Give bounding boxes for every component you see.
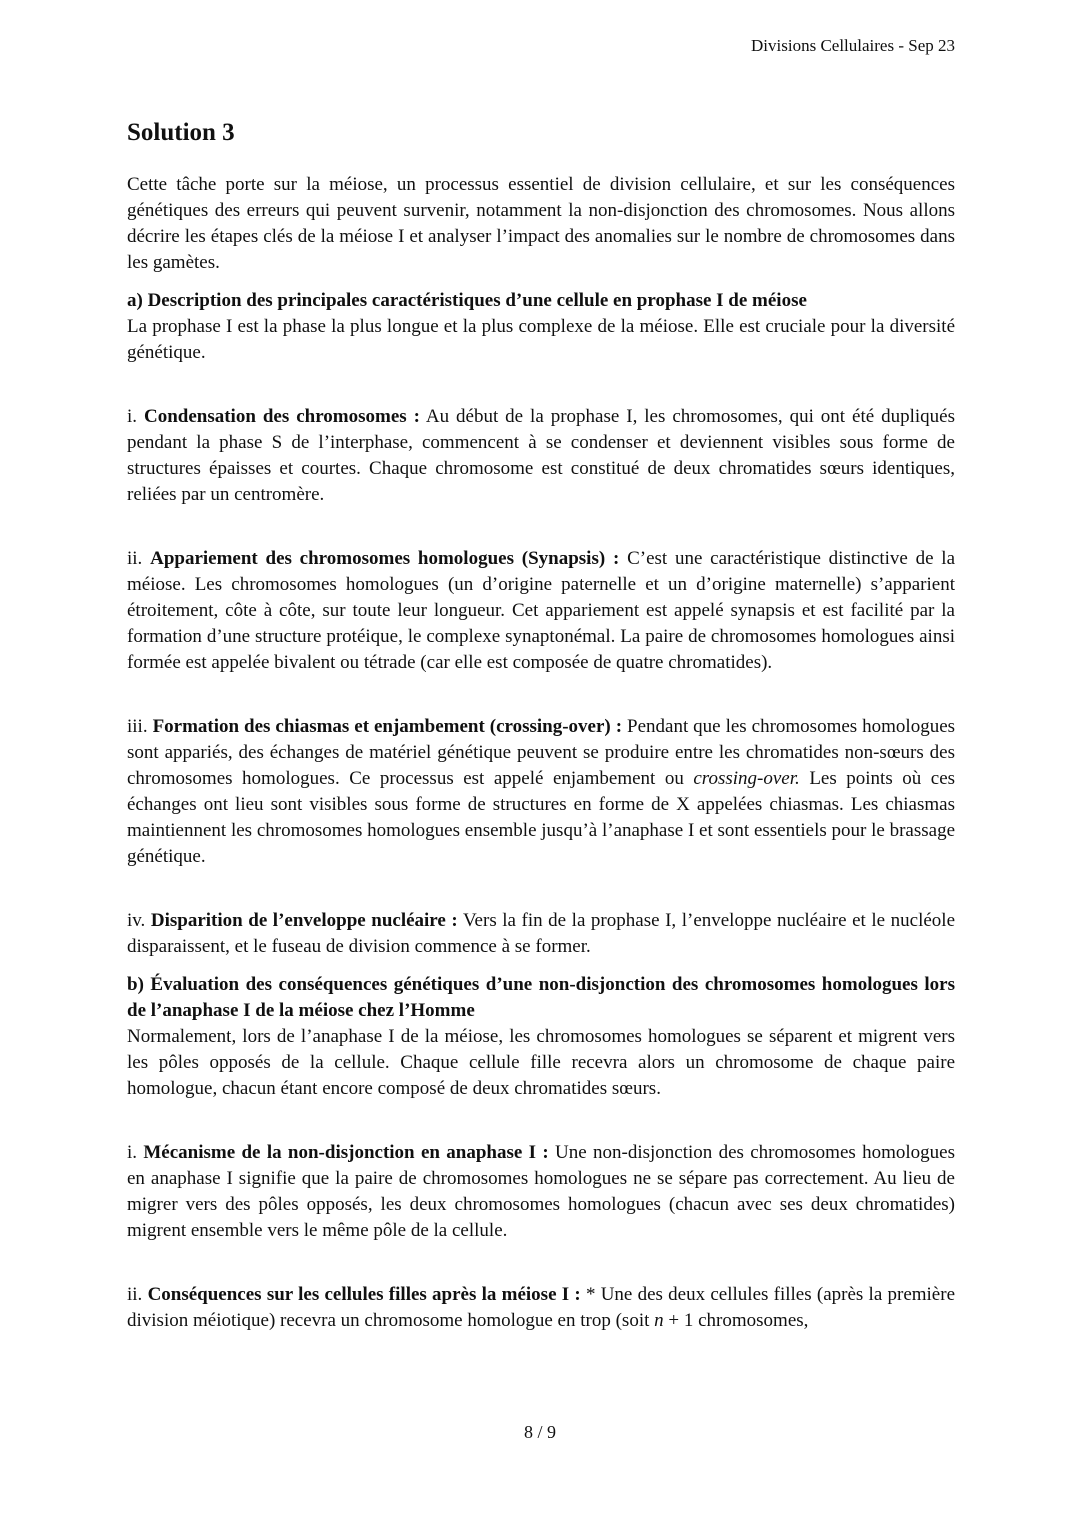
item-runin-title: Mécanisme de la non-disjonction en anaphase I : [143, 1142, 549, 1163]
item-text: Les points où ces échanges ont lieu sont visibles sous forme de structures en forme de X appelées chiasmas. Les chiasmas maintiennent les chromosomes homologues ensemble jusqu’à l’anaphase I et sont essentiels pour le brassage génétique. [127, 768, 956, 867]
page-number: 8 / 9 [523, 1422, 556, 1442]
paragraph-a-iv [127, 908, 955, 960]
item-text: Une non-disjonction des chromosomes homologues en anaphase I signifie que la paire de chromosomes homologues ne se sépare pas correctement. Au lieu de migrer vers des pôles opposés, les deux chromosomes homologues (chacun avec ses deux chromatides) migrent ensemble vers le même pôle de la cellule. [127, 1142, 955, 1241]
paragraph-a-i [127, 404, 955, 508]
section-a-lead: La prophase I est la phase la plus longue et la plus complexe de la méiose. Elle est cruciale pour la diversité génétique. [127, 316, 955, 363]
paragraph-a-iii [127, 714, 955, 870]
section-a-heading: a) Description des principales caractéristiques d’une cellule en prophase I de méiose [127, 290, 807, 311]
item-runin-title: Conséquences sur les cellules filles après la méiose I : [147, 1284, 581, 1305]
item-text: * Une des deux cellules filles (après la première division méiotique) recevra un chromosome homologue en trop (soit [127, 1284, 956, 1331]
item-runin-title: Condensation des chromosomes : [143, 406, 420, 427]
item-text: + 1 chromosomes, [668, 1310, 809, 1331]
item-runin-title: Disparition de l’enveloppe nucléaire : [150, 910, 458, 931]
item-numeral: i. [127, 1142, 138, 1163]
item-text: Au début de la prophase I, les chromosomes, qui ont été dupliqués pendant la phase S de l’interphase, commencent à se condenser et deviennent visibles sous forme de structures épaisses et courtes. Chaque chromosome est constitué de deux chromatides sœurs identiques, reliées par un centromère. [127, 406, 955, 505]
item-numeral: i. [127, 406, 138, 427]
item-runin-title: Appariement des chromosomes homologues (Synapsis) : [150, 548, 620, 569]
item-numeral: ii. [127, 1284, 143, 1305]
paragraph-a-ii [127, 546, 955, 676]
paragraph-b-ii [127, 1282, 955, 1334]
item-text: Vers la fin de la prophase I, l’enveloppe nucléaire et le nucléole disparaissent, et le fuseau de division commence à se former. [127, 910, 956, 957]
section-b-lead: Normalement, lors de l’anaphase I de la méiose, les chromosomes homologues se séparent et migrent vers les pôles opposés de la cellule. Chaque cellule fille recevra alors un chromosome de chaque paire homologue, chacun étant encore composé de deux chromatides sœurs. [127, 1026, 955, 1099]
item-numeral: iv. [127, 910, 146, 931]
page-title: Solution 3 [127, 119, 235, 146]
item-numeral: ii. [127, 548, 143, 569]
math-variable: n [654, 1310, 664, 1331]
intro-paragraph: Cette tâche porte sur la méiose, un processus essentiel de division cellulaire, et sur les conséquences génétiques des erreurs qui peuvent survenir, notamment la non-disjonction des chromosomes. Nous allons décrire les étapes clés de la méiose I et analyser l’impact des anomalies sur le nombre de chromosomes dans les gamètes. [127, 174, 955, 273]
section-b-heading: b) Évaluation des conséquences génétiques d’une non-disjonction des chromosomes homologues lors de l’anaphase I de la méiose chez l’Homme [127, 974, 955, 1021]
item-runin-title: Formation des chiasmas et enjambement (crossing-over) : [152, 716, 623, 737]
italic-term: crossing-over. [693, 768, 800, 789]
item-text: Pendant que les chromosomes homologues sont appariés, des échanges de matériel génétique peuvent se produire entre les chromatides non-sœurs des chromosomes homologues. Ce processus est appelé enjambement ou [127, 716, 956, 789]
paragraph-b-i [127, 1140, 955, 1244]
item-text: C’est une caractéristique distinctive de la méiose. Les chromosomes homologues (un d’origine paternelle et un d’origine maternelle) s’apparient étroitement, côte à côte, sur toute leur longueur. Cet appariement est appelé synapsis et est facilité par la formation d’une structure protéique, le complexe synaptonémal. La paire de chromosomes homologues ainsi formée est appelée bivalent ou tétrade (car elle est composée de quatre chromatides). [127, 548, 956, 673]
running-header: Divisions Cellulaires - Sep 23 [751, 36, 955, 55]
item-numeral: iii. [127, 716, 148, 737]
document-content [127, 0, 955, 1334]
